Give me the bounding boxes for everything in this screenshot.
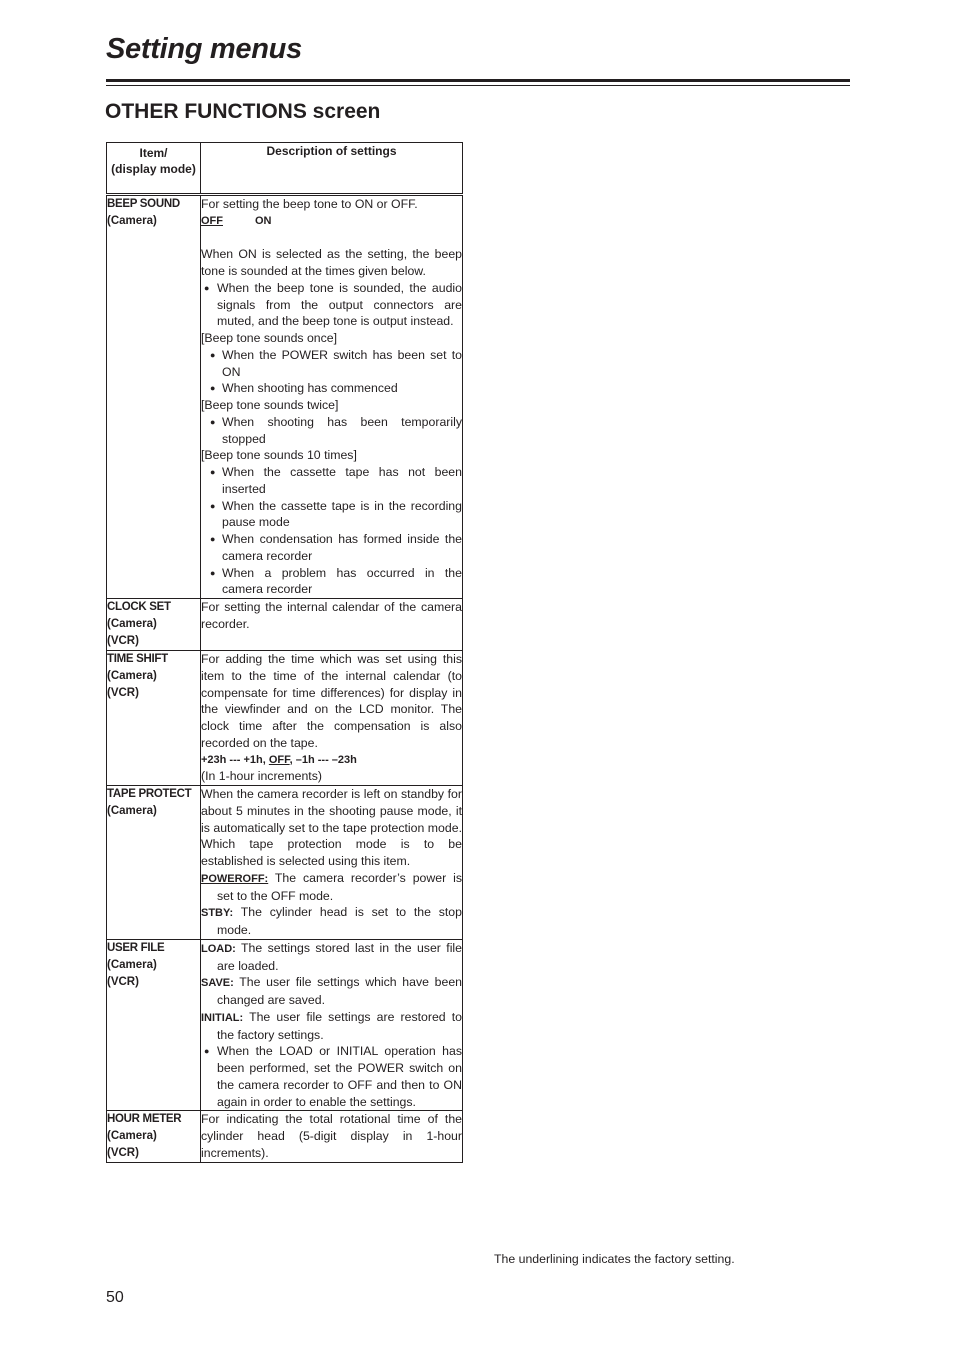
description-cell xyxy=(201,939,463,1111)
description-text: When the camera recorder is left on standby for about 5 minutes in the shooting pause mode, it is automatically set to the tape protection mode. Which tape protection mode is to be established is selected using this item. xyxy=(201,787,462,868)
description-cell xyxy=(201,651,463,786)
bullet-item: ● When the cassette tape is in the recording pause mode xyxy=(201,498,462,532)
description-text: For setting the beep tone to ON or OFF. xyxy=(201,197,418,211)
bullet-item: ● When the POWER switch has been set to ON xyxy=(201,347,462,381)
options xyxy=(201,752,462,769)
page-title: Setting menus xyxy=(106,33,302,65)
option-keyword: STBY: xyxy=(201,907,234,920)
option-text: The cylinder head is set to the stop mode. xyxy=(217,905,462,937)
item-cell xyxy=(107,651,201,786)
bullet-item: ● When shooting has been temporarily stopped xyxy=(201,414,462,448)
item-cell xyxy=(107,1111,201,1163)
options xyxy=(201,213,462,230)
bullet-item: ● When shooting has commenced xyxy=(201,380,462,397)
item-mode: (Camera) xyxy=(107,1130,157,1143)
description-text: (In 1-hour increments) xyxy=(201,769,322,784)
option-text: The user file settings which have been changed are saved. xyxy=(217,975,463,1007)
description-cell xyxy=(201,1111,463,1163)
table-row xyxy=(107,195,463,599)
item-mode: (VCR) xyxy=(107,1147,139,1160)
table-row xyxy=(107,1111,463,1163)
item-cell xyxy=(107,786,201,940)
item-mode: (VCR) xyxy=(107,687,139,699)
bullet-item: ● When a problem has occurred in the camera recorder xyxy=(201,565,462,599)
item-mode: (VCR) xyxy=(107,975,139,988)
item-name: USER FILE xyxy=(107,941,165,954)
item-cell xyxy=(107,195,201,599)
option-range: +23h --- +1h, xyxy=(201,753,269,766)
item-mode: (Camera) xyxy=(107,215,157,227)
item-name: HOUR METER xyxy=(107,1113,182,1126)
item-cell xyxy=(107,939,201,1111)
section-title: OTHER FUNCTIONS screen xyxy=(105,100,381,123)
item-mode: (VCR) xyxy=(107,635,139,647)
header-item: Item/ (display mode) xyxy=(107,143,201,195)
option-text: The user file settings are restored to the factory settings. xyxy=(217,1009,462,1042)
bullet-note: ● When the LOAD or INITIAL operation has been performed, set the POWER switch on the camera recorder to OFF and then to ON again in order to enable the settings. xyxy=(201,1043,462,1110)
table-row xyxy=(107,599,463,651)
table-row xyxy=(107,651,463,786)
option-default: OFF xyxy=(268,753,290,766)
group-heading: [Beep tone sounds 10 times] xyxy=(201,448,357,463)
title-rule-thin xyxy=(106,85,850,86)
option-range: , –1h --- –23h xyxy=(289,753,357,766)
item-name: TAPE PROTECT xyxy=(107,788,192,800)
option-default: OFF xyxy=(201,214,223,227)
bullet-note: ● When the beep tone is sounded, the audio signals from the output connectors are muted, and the beep tone is output instead. xyxy=(201,280,462,330)
footnote: The underlining indicates the factory setting. xyxy=(494,1252,735,1266)
option-definition xyxy=(201,904,462,939)
page-number: 50 xyxy=(106,1289,124,1306)
option-definition xyxy=(201,940,462,975)
description-text: For adding the time which was set using this item to the time of the internal calendar (to compensate for time differences) for display in the viewfinder and on the LCD monitor. The clock time after the compensation is also recorded on the tape. xyxy=(201,652,462,750)
table-row xyxy=(107,786,463,940)
description-cell xyxy=(201,599,463,651)
item-name: TIME SHIFT xyxy=(107,653,168,665)
item-mode: (Camera) xyxy=(107,618,157,630)
item-mode: (Camera) xyxy=(107,958,157,971)
option-text: The settings stored last in the user file are loaded. xyxy=(217,940,462,973)
settings-table xyxy=(106,142,463,1163)
option-definition xyxy=(201,870,462,905)
option-keyword: SAVE: xyxy=(201,977,234,990)
bullet-item: ● When condensation has formed inside the camera recorder xyxy=(201,531,462,565)
item-name: BEEP SOUND xyxy=(107,198,180,210)
header-description: Description of settings xyxy=(201,143,463,195)
group-heading: [Beep tone sounds once] xyxy=(201,331,338,345)
description-text: When ON is selected as the setting, the beep tone is sounded at the times given below. xyxy=(201,247,462,278)
description-cell xyxy=(201,195,463,599)
description-cell xyxy=(201,786,463,940)
option-keyword: LOAD: xyxy=(201,942,236,955)
table-header-row xyxy=(107,143,463,195)
option-keyword: INITIAL: xyxy=(201,1011,244,1024)
table-row xyxy=(107,939,463,1111)
item-mode: (Camera) xyxy=(107,670,157,682)
option-definition xyxy=(201,974,462,1009)
title-rule xyxy=(106,79,850,82)
item-cell xyxy=(107,599,201,651)
option-definition xyxy=(201,1009,462,1044)
bullet-item: ● When the cassette tape has not been inserted xyxy=(201,464,462,498)
item-mode: (Camera) xyxy=(107,805,157,817)
description-text: For indicating the total rotational time of the cylinder head (5-digit display in 1-hour increments). xyxy=(201,1112,462,1160)
option: ON xyxy=(255,214,272,227)
group-heading: [Beep tone sounds twice] xyxy=(201,398,339,412)
option-text: The camera recorder’s power is set to the OFF mode. xyxy=(217,870,462,903)
item-name: CLOCK SET xyxy=(107,601,171,613)
option-default: POWEROFF: xyxy=(201,872,269,885)
description-text: For setting the internal calendar of the camera recorder. xyxy=(201,600,462,631)
